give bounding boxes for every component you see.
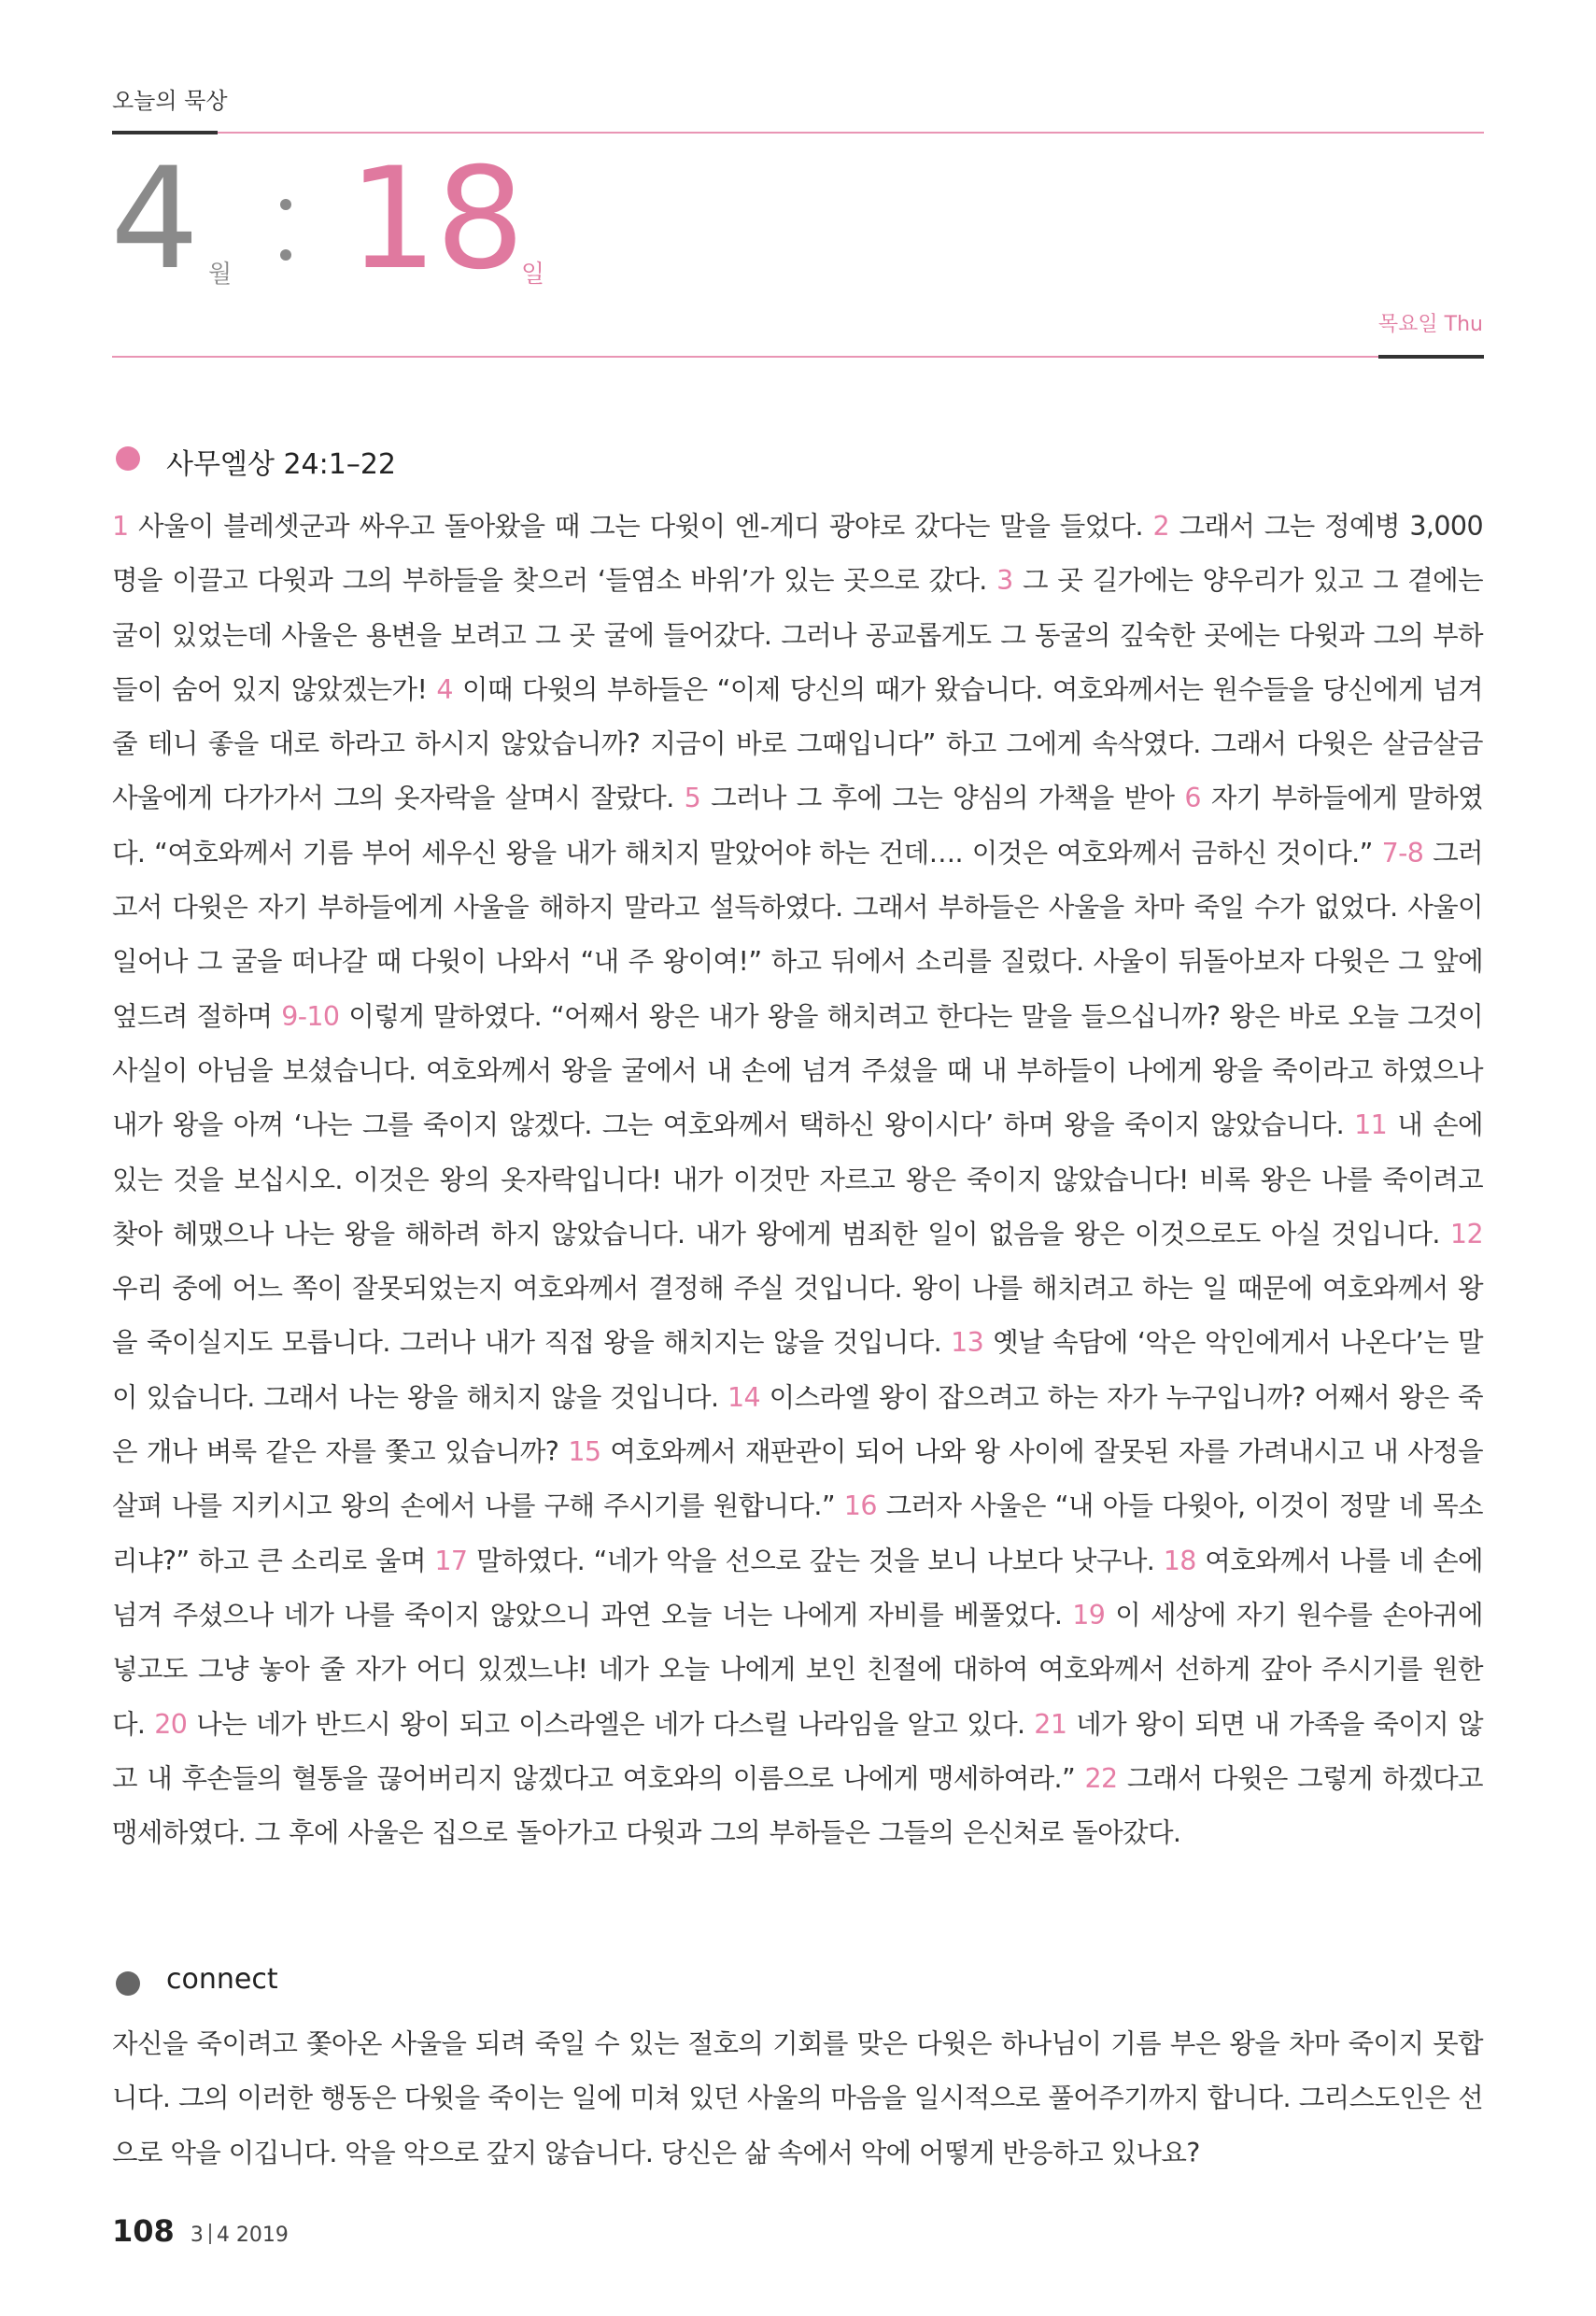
- verse-number: 1: [112, 511, 129, 542]
- date-colon: [280, 199, 291, 264]
- verse-text: 옛날 속담에 ‘악은 악인에게서 나온다’는 말이 있습니다. 그래서 나는 왕을 해치지 않을 것입니다.: [112, 1327, 1483, 1413]
- verse-number: 18: [1163, 1545, 1196, 1576]
- footer: [112, 2213, 289, 2249]
- verse-number: 12: [1449, 1218, 1483, 1250]
- section-label: 오늘의 묵상: [112, 88, 228, 114]
- verse-text: 나는 네가 반드시 왕이 되고 이스라엘은 네가 다스릴 나라임을 알고 있다.: [196, 1708, 1025, 1740]
- verse-text: 사울이 블레셋군과 싸우고 돌아왔을 때 그는 다윗이 엔-게디 광야로 갔다는 말을 들었다.: [138, 511, 1143, 542]
- verse-text: 이스라엘 왕이 잡으려고 하는 자가 누구입니까? 어째서 왕은 죽은 개나 벼룩 같은 자를 쫓고 있습니까?: [112, 1381, 1484, 1468]
- verse-number: 7-8: [1381, 837, 1424, 868]
- day-unit: 일: [521, 261, 545, 289]
- verse-text: 이렇게 말하였다. “어째서 왕은 내가 왕을 해치려고 한다는 말을 들으십니까? 왕은 바로 오늘 그것이 사실이 아님을 보셨습니다. 여호와께서 왕을 굴에서 내 손에 넘겨 주셨을 때 내 부하들이 나에게 왕을 죽이라고 하였으나 내가 왕을 아껴 ‘나는 그를 죽이지 않겠다. 그는 여호와께서 택하신 왕이시다’ 하며 왕을 죽이지 않았습니다.: [112, 1000, 1484, 1141]
- verse-text: 여호와께서 나를 네 손에 넘겨 주셨으나 네가 나를 죽이지 않았으니 과연 오늘 너는 나에게 자비를 베풀었다.: [112, 1545, 1483, 1631]
- verse-text: 그래서 그는 정예병 3,000명을 이끌고 다윗과 그의 부하들을 찾으러 ‘들염소 바위’가 있는 곳으로 갔다.: [112, 511, 1483, 597]
- verse-text: 자기 부하들에게 말하였다. “여호와께서 기름 부어 세우신 왕을 내가 해치지 말았어야 하는 건데…. 이것은 여호와께서 금하신 것이다.”: [112, 783, 1483, 868]
- verse-number: 19: [1072, 1599, 1106, 1631]
- verse-number: 20: [154, 1708, 188, 1740]
- verse-number: 6: [1184, 783, 1201, 814]
- verse-number: 16: [843, 1490, 877, 1522]
- verse-number: 9-10: [281, 1000, 340, 1032]
- connect-bullet: [116, 1971, 140, 1996]
- verse-text: 내 손에 있는 것을 보십시오. 이것은 왕의 옷자락입니다! 내가 이것만 자르고 왕은 죽이지 않았습니다! 비록 왕은 나를 죽이려고 찾아 헤맸으나 나는 왕을 해하려 하지 않았습니다. 내가 왕에게 범죄한 일이 없음을 왕은 이것으로도 아실 것입니다.: [112, 1109, 1483, 1250]
- verse-number: 3: [996, 565, 1013, 597]
- month-number: 4: [110, 138, 196, 301]
- verse-text: 그 곳 길가에는 양우리가 있고 그 곁에는 굴이 있었는데 사울은 용변을 보려고 그 곳 굴에 들어갔다. 그러나 공교롭게도 그 동굴의 깊숙한 곳에는 다윗과 그의 부하들이 숨어 있지 않았겠는가!: [112, 565, 1484, 705]
- month-unit: 월: [208, 261, 233, 289]
- verse-text: 이때 다윗의 부하들은 “이제 당신의 때가 왔습니다. 여호와께서는 원수들을 당신에게 넘겨 줄 테니 좋을 대로 하라고 하시지 않았습니까? 지금이 바로 그때입니다” 하고 그에게 속삭였다. 그래서 다윗은 살금살금 사울에게 다가가서 그의 옷자락을 살며시 잘랐다.: [112, 673, 1483, 814]
- verse-text: 그러고서 다윗은 자기 부하들에게 사울을 해하지 말라고 설득하였다. 그래서 부하들은 사울을 차마 죽일 수가 없었다. 사울이 일어나 그 굴을 떠나갈 때 다윗이 나와서 “내 주 왕이여!” 하고 뒤에서 소리를 질렀다. 사울이 뒤돌아보자 다윗은 그 앞에 엎드려 절하며: [112, 837, 1483, 1032]
- verse-text: 그래서 다윗은 그렇게 하겠다고 맹세하였다. 그 후에 사울은 집으로 돌아가고 다윗과 그의 부하들은 그들의 은신처로 돌아갔다.: [112, 1762, 1483, 1849]
- verse-number: 5: [684, 783, 701, 814]
- scripture-text: [112, 500, 1483, 1860]
- passage-reference: 사무엘상 24:1–22: [166, 448, 396, 481]
- passage-bullet: [116, 446, 140, 471]
- header-divider-dark: [112, 131, 218, 134]
- verse-text: 네가 왕이 되면 내 가족을 죽이지 않고 내 후손들의 혈통을 끊어버리지 않겠다고 여호와의 이름으로 나에게 맹세하여라.”: [112, 1708, 1483, 1794]
- verse-number: 17: [434, 1545, 468, 1576]
- weekday-label: 목요일 Thu: [1377, 313, 1483, 336]
- page-number: 108: [112, 2213, 175, 2249]
- connect-title: connect: [166, 1963, 278, 1996]
- verse-number: 14: [727, 1381, 761, 1413]
- date-divider-pink: [112, 356, 1378, 358]
- verse-text: 그러나 그 후에 그는 양심의 가책을 받아: [711, 783, 1175, 814]
- verse-number: 11: [1354, 1109, 1388, 1141]
- verse-text: 여호와께서 재판관이 되어 나와 왕 사이에 잘못된 자를 가려내시고 내 사정을 살펴 나를 지키시고 왕의 손에서 나를 구해 주시기를 원합니다.”: [112, 1436, 1483, 1522]
- verse-text: 우리 중에 어느 쪽이 잘못되었는지 여호와께서 결정해 주실 것입니다. 왕이 나를 해치려고 하는 일 때문에 여호와께서 왕을 죽이실지도 모릅니다. 그러나 내가 직접 왕을 해치지는 않을 것입니다.: [112, 1273, 1483, 1359]
- verse-text: 이 세상에 자기 원수를 손아귀에 넣고도 그냥 놓아 줄 자가 어디 있겠느냐! 네가 오늘 나에게 보인 친절에 대하여 여호와께서 선하게 갚아 주시기를 원한다.: [112, 1599, 1483, 1740]
- verse-number: 2: [1152, 511, 1170, 542]
- verse-number: 4: [436, 673, 453, 705]
- verse-number: 13: [951, 1327, 984, 1359]
- header-divider-pink: [218, 132, 1484, 134]
- verse-number: 22: [1084, 1762, 1118, 1794]
- verse-text: 말하였다. “네가 악을 선으로 갚는 것을 보니 나보다 낫구나.: [475, 1545, 1155, 1576]
- day-number: 18: [348, 138, 523, 301]
- verse-text: 그러자 사울은 “내 아들 다윗아, 이것이 정말 네 목소리냐?” 하고 큰 소리로 울며: [112, 1490, 1483, 1576]
- verse-number: 15: [568, 1436, 601, 1468]
- issue-info: 3 4 2019: [190, 2224, 289, 2247]
- date-divider-dark: [1378, 355, 1484, 359]
- connect-body: 자신을 죽이려고 쫓아온 사울을 되려 죽일 수 있는 절호의 기회를 맞은 다윗은 하나님이 기름 부은 왕을 차마 죽이지 못합니다. 그의 이러한 행동은 다윗을 죽이는 일에 미쳐 있던 사울의 마음을 일시적으로 풀어주기까지 합니다. 그리스도인은 선으로 악을 이깁니다. 악을 악으로 갚지 않습니다. 당신은 삶 속에서 악에 어떻게 반응하고 있나요?: [112, 2028, 1483, 2168]
- verse-number: 21: [1034, 1708, 1067, 1740]
